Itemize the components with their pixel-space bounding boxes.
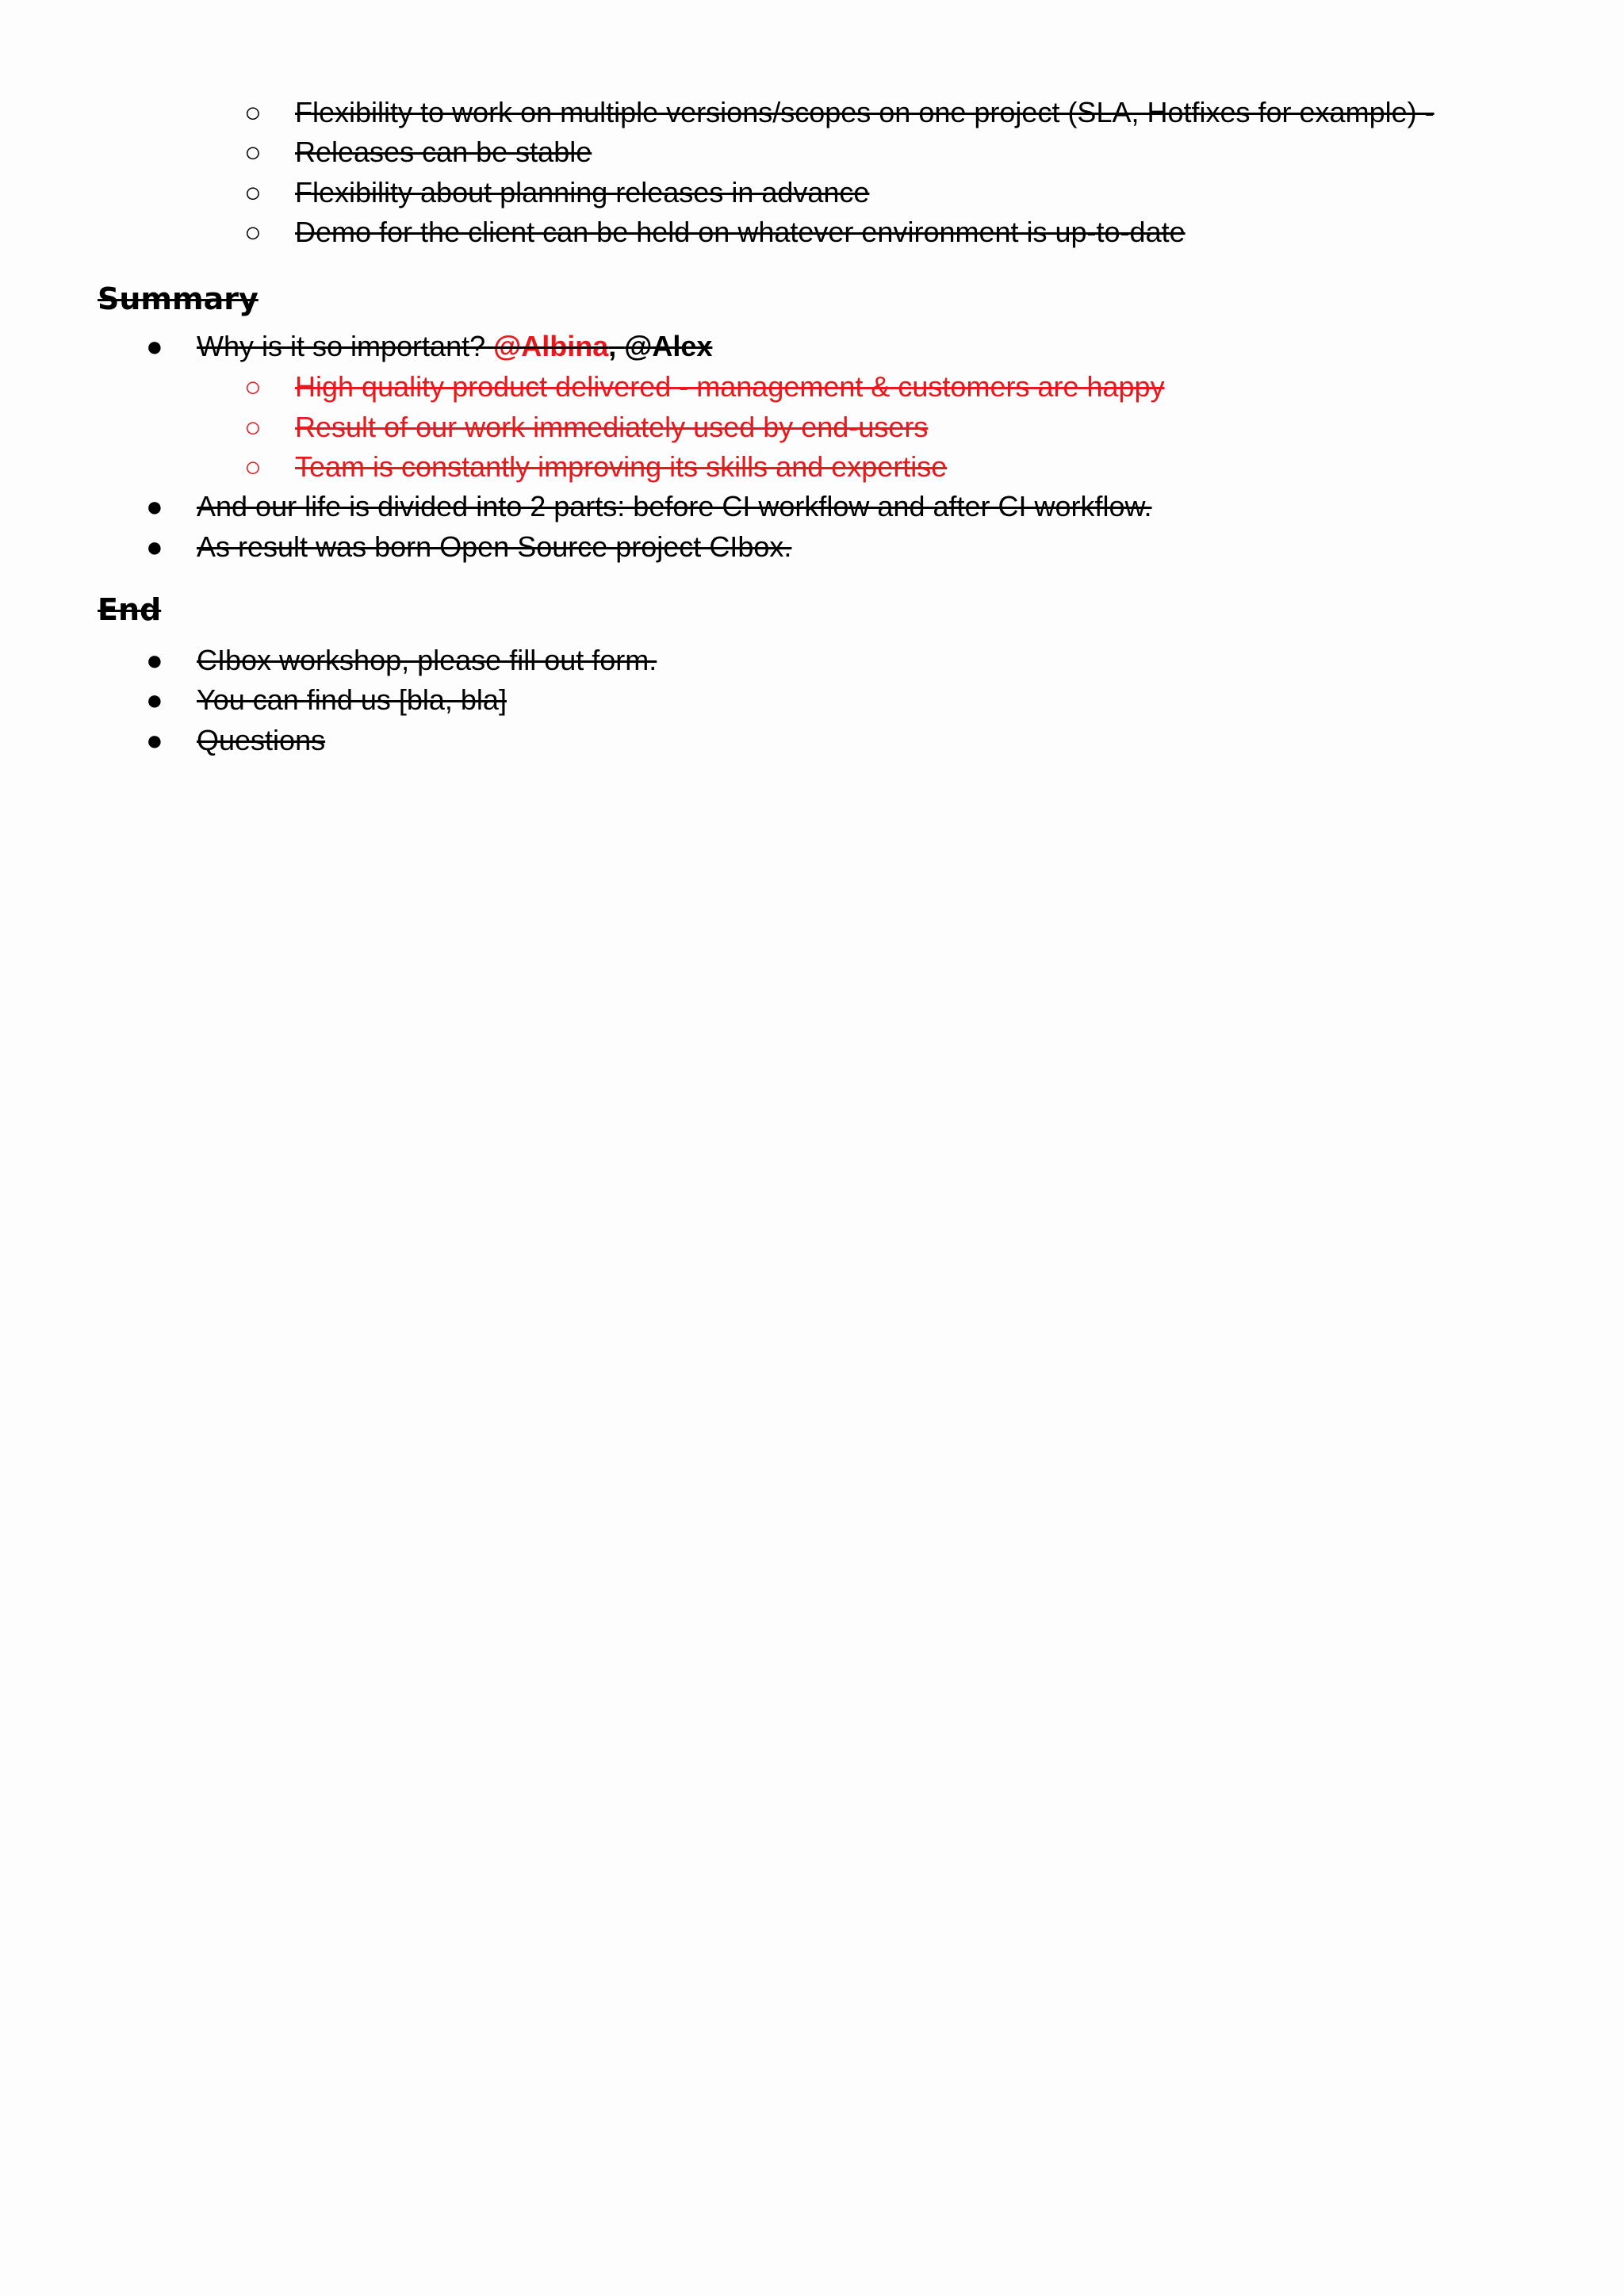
filled-bullet-icon: ● [146, 530, 163, 563]
filled-bullet-icon: ● [146, 330, 163, 362]
filled-bullet-icon: ● [146, 490, 163, 522]
hollow-bullet-icon: ○ [244, 450, 262, 483]
list-item: Questions [197, 724, 326, 756]
mention-alex[interactable]: @Alex [624, 330, 713, 362]
list-item: Result of our work immediately used by end-users [295, 411, 929, 443]
list-item: Team is constantly improving its skills and expertise [295, 450, 948, 483]
list-item: Demo for the client can be held on whatever environment is up-to-date [295, 216, 1185, 248]
list-item: Flexibility about planning releases in advance [295, 176, 870, 209]
hollow-bullet-icon: ○ [244, 176, 262, 209]
summary-item-text: Why is it so important? [197, 330, 494, 362]
list-item: CIbox workshop, please fill out form. [197, 644, 657, 676]
section-heading-end: End [98, 592, 162, 627]
list-item: As result was born Open Source project CIbox. [197, 530, 792, 563]
hollow-bullet-icon: ○ [244, 136, 262, 168]
list-item: And our life is divided into 2 parts: before CI workflow and after CI workflow. [197, 490, 1152, 522]
filled-bullet-icon: ● [146, 683, 163, 716]
section-heading-summary: Summary [98, 281, 259, 316]
list-item: Releases can be stable [295, 136, 592, 168]
summary-item-why-important [197, 329, 712, 364]
filled-bullet-icon: ● [146, 724, 163, 756]
list-item: You can find us [bla, bla] [197, 683, 507, 716]
mention-separator: , [608, 330, 625, 362]
mention-albina[interactable]: @Albina [493, 330, 609, 362]
hollow-bullet-icon: ○ [244, 411, 262, 443]
list-item: High quality product delivered - management & customers are happy [295, 370, 1165, 403]
list-item: Flexibility to work on multiple versions/scopes on one project (SLA, Hotfixes for example) - [295, 96, 1434, 128]
hollow-bullet-icon: ○ [244, 370, 262, 403]
hollow-bullet-icon: ○ [244, 96, 262, 128]
filled-bullet-icon: ● [146, 644, 163, 676]
hollow-bullet-icon: ○ [244, 216, 262, 248]
